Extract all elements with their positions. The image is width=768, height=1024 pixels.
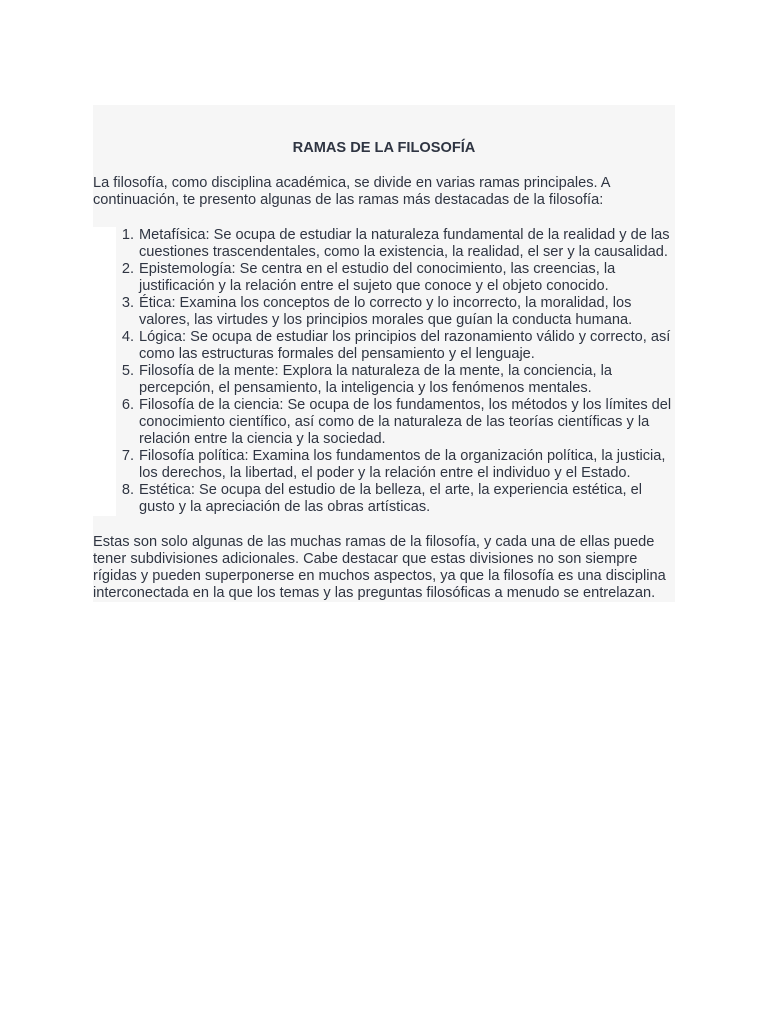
list-item-text: Filosofía de la ciencia: Se ocupa de los fundamentos, los métodos y los límites del conocimiento científico, así como de la naturaleza de las teorías científicas y la relación entre la ciencia y la sociedad. [139, 397, 672, 447]
list-item-text: Ética: Examina los conceptos de lo correcto y lo incorrecto, la moralidad, los valores, las virtudes y los principios morales que guían la conducta humana. [139, 295, 633, 328]
list-item-number: 4. [121, 329, 134, 345]
list-item-text: Metafísica: Se ocupa de estudiar la naturaleza fundamental de la realidad y de las cuestiones trascendentales, como la existencia, la realidad, el ser y la causalidad. [139, 227, 670, 260]
list-item-number: 6. [121, 397, 134, 413]
list-item-number: 3. [121, 295, 134, 311]
list-item [116, 329, 675, 363]
branches-list [116, 227, 675, 516]
intro-paragraph: La filosofía, como disciplina académica, se divide en varias ramas principales. A continuación, te presento algunas de las ramas más destacadas de la filosofía: [93, 175, 675, 227]
list-item-number: 2. [121, 261, 134, 277]
list-item [116, 448, 675, 482]
list-item-number: 7. [121, 448, 134, 464]
list-item [116, 227, 675, 261]
closing-paragraph: Estas son solo algunas de las muchas ramas de la filosofía, y cada una de ellas puede tener subdivisiones adicionales. Cabe destacar que estas divisiones no son siempre rígidas y pueden superponerse en muchos aspectos, ya que la filosofía es una disciplina interconectada en la que los temas y las preguntas filosóficas a menudo se entrelazan. [93, 516, 675, 602]
list-item-number: 1. [121, 227, 134, 243]
list-item-text: Lógica: Se ocupa de estudiar los principios del razonamiento válido y correcto, así como las estructuras formales del pensamiento y el lenguaje. [139, 329, 671, 362]
title-block [93, 105, 675, 175]
list-item [116, 261, 675, 295]
list-item-number: 5. [121, 363, 134, 379]
list-item [116, 295, 675, 329]
list-item [116, 482, 675, 516]
document-title: RAMAS DE LA FILOSOFÍA [292, 140, 476, 156]
list-item-number: 8. [121, 482, 134, 498]
list-item-text: Estética: Se ocupa del estudio de la belleza, el arte, la experiencia estética, el gusto y la apreciación de las obras artísticas. [139, 482, 642, 515]
list-item-text: Filosofía política: Examina los fundamentos de la organización política, la justicia, los derechos, la libertad, el poder y la relación entre el individuo y el Estado. [139, 448, 666, 481]
branches-list-wrapper [93, 227, 675, 516]
list-item-text: Filosofía de la mente: Explora la naturaleza de la mente, la conciencia, la percepción, el pensamiento, la inteligencia y los fenómenos mentales. [139, 363, 612, 396]
list-item-text: Epistemología: Se centra en el estudio del conocimiento, las creencias, la justificación y la relación entre el sujeto que conoce y el objeto conocido. [139, 261, 616, 294]
document-page [93, 105, 675, 602]
list-item [116, 397, 675, 448]
list-item [116, 363, 675, 397]
